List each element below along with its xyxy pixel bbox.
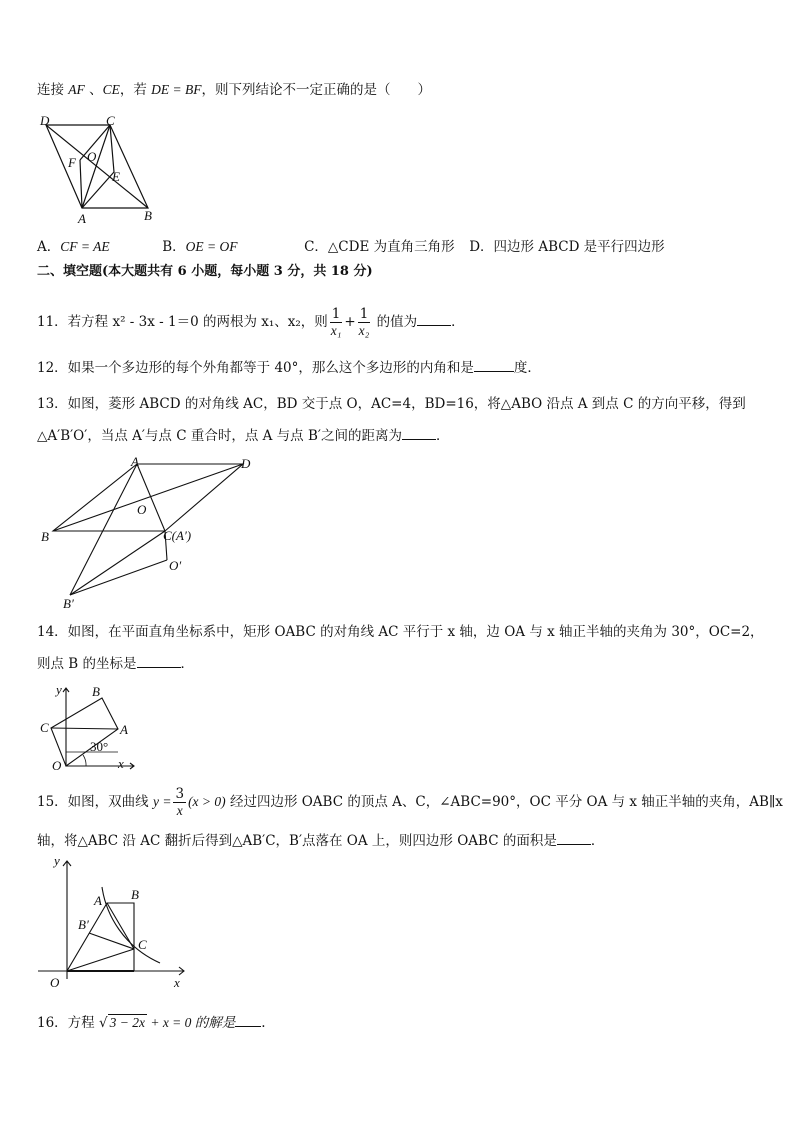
- q13-label-o: O: [137, 502, 147, 517]
- q14-line2: 则点 B 的坐标是 ．: [37, 653, 194, 674]
- q10-condition: DE = BF: [151, 82, 202, 97]
- q15-frac: $\frac{3}{x}$: [175, 786, 185, 818]
- q10-option-b[interactable]: B．OE = OF: [162, 239, 238, 255]
- q15-label-x: x: [174, 975, 180, 990]
- q13-line2: △A′B′O′，当点 A′与点 C 重合时，点 A 与点 B′之间的距离为 ．: [37, 425, 449, 446]
- q15-label-b: B: [131, 887, 139, 902]
- q13-figure: [35, 452, 265, 612]
- q14-label-o: O: [52, 758, 62, 773]
- q12: 12．如果一个多边形的每个外角都等于 40°，那么这个多边形的内角和是 度．: [37, 357, 541, 378]
- q14-label-angle: 30°: [90, 739, 109, 754]
- q15-label-b2: B′: [78, 917, 89, 932]
- q10-option-a[interactable]: A．CF = AE: [37, 239, 110, 255]
- q14-label-c: C: [40, 720, 49, 735]
- q14-label-x: x: [118, 756, 124, 771]
- q15-line1: 15．如图，双曲线 y = $\frac{3}{x}$ (x > 0) 经过四边形 OABC 的顶点 A、C，∠ABC=90°，OC 平分 OA 与 x 轴正半轴的夹角，AB∥x: [37, 786, 783, 818]
- q10-option-d[interactable]: D．四边形 ABCD 是平行四边形: [469, 239, 665, 255]
- q13-answer-blank[interactable]: [402, 425, 436, 440]
- q10-label-c: C: [106, 113, 115, 128]
- q13-label-b: B: [41, 529, 49, 544]
- q14-label-a: A: [120, 722, 128, 737]
- q15-line2: 轴，将△ABC 沿 AC 翻折后得到△AB′C，B′点落在 OA 上，则四边形 OABC 的面积是 ．: [37, 830, 604, 851]
- q10-label-f: F: [68, 155, 76, 170]
- q10-label-e: E: [112, 169, 120, 184]
- q14-line1: 14．如图，在平面直角坐标系中，矩形 OABC 的对角线 AC 平行于 x 轴，边 OA 与 x 轴正半轴的夹角为 30°，OC=2，: [37, 624, 764, 640]
- q15-label-y: y: [54, 855, 60, 868]
- q15-label-c: C: [138, 937, 147, 952]
- q11-frac2: $\frac{1}{\text{x₂}}$: [358, 306, 370, 338]
- q12-answer-blank[interactable]: [474, 357, 514, 372]
- q14-figure: [34, 680, 144, 775]
- q11-answer-blank[interactable]: [417, 311, 451, 326]
- q15-label-o: O: [50, 975, 60, 990]
- q14-label-y: y: [56, 682, 62, 697]
- q15-label-a: A: [94, 893, 102, 908]
- q13-label-b2: B′: [63, 596, 74, 611]
- q10-ce: CE: [102, 82, 120, 97]
- q10-label-o: O: [87, 149, 97, 164]
- q10-options: [37, 237, 665, 257]
- q16: 16．方程 √ 3 − 2x + x = 0 的解是 .: [37, 1012, 266, 1033]
- q10-label-b: B: [144, 208, 152, 223]
- q13-label-a: A: [131, 454, 139, 469]
- q16-radicand: 3 − 2x: [109, 1015, 145, 1030]
- section-title: 二、填空题(本大题共有 6 小题，每小题 3 分，共 18 分): [37, 264, 373, 279]
- q10-option-c[interactable]: C．△CDE 为直角三角形: [304, 239, 455, 255]
- q10-figure: [30, 110, 170, 230]
- q10-label-d: D: [40, 113, 50, 128]
- q11: 11．若方程 x² - 3x - 1＝0 的两根为 x₁、x₂，则 $\frac{1}{\text{x₁}}$ + $\frac{1}{\text{x₂}}$ 的值为 ．: [37, 306, 465, 338]
- q14-label-b: B: [92, 684, 100, 699]
- q15-figure: [34, 855, 194, 995]
- q11-frac1: $\frac{1}{\text{x₁}}$: [330, 306, 342, 338]
- q10-af: AF: [68, 82, 85, 97]
- q10-label-a: A: [78, 211, 86, 226]
- q13-label-c: C(A′): [163, 528, 192, 543]
- q15-answer-blank[interactable]: [557, 830, 591, 845]
- q14-answer-blank[interactable]: [137, 653, 181, 668]
- q10-stem: 连接 AF 、CE，若 DE = BF，则下列结论不一定正确的是（ ）: [37, 82, 432, 98]
- q13-line1: 13．如图，菱形 ABCD 的对角线 AC，BD 交于点 O，AC=4，BD=16，将△ABO 沿点 A 到点 C 的方向平移，得到: [37, 396, 746, 412]
- q13-label-d: D: [241, 456, 251, 471]
- q13-label-o2: O′: [169, 558, 182, 573]
- q16-answer-blank[interactable]: [235, 1012, 261, 1027]
